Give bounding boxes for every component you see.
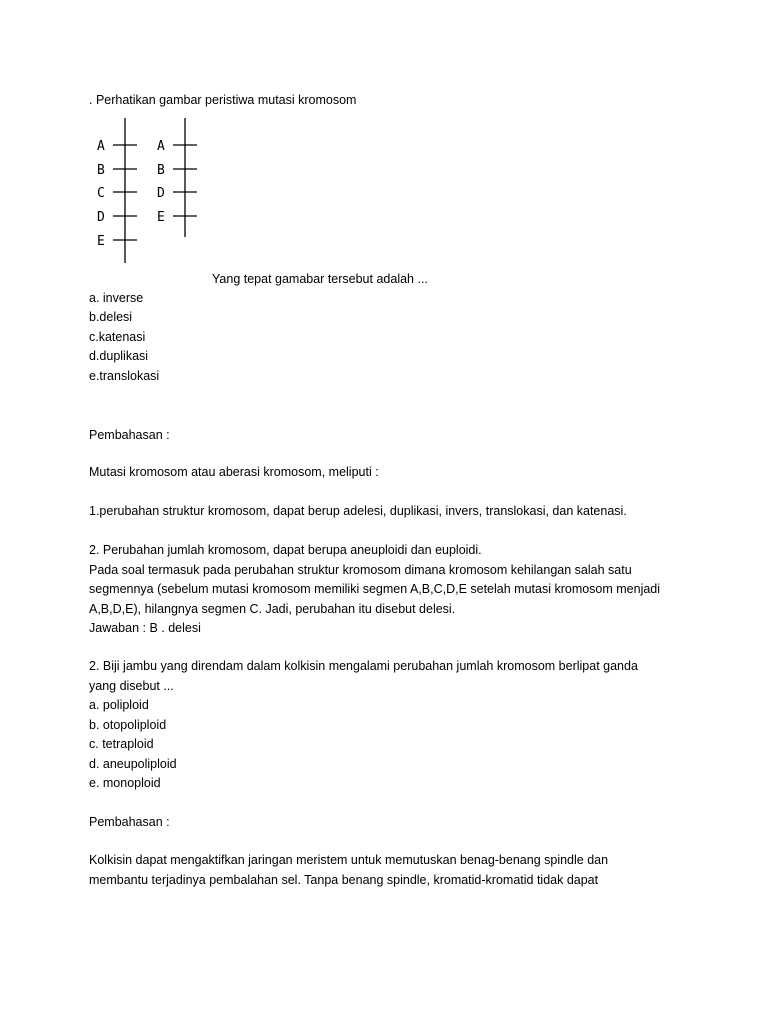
q2-option-e: e. monoploid xyxy=(89,776,161,790)
segment-label-left: D xyxy=(97,210,105,225)
chromosome-diagram-svg xyxy=(90,115,220,265)
segment-label-right: E xyxy=(157,210,165,225)
discussion-1-explanation: A,B,D,E), hilangnya segmen C. Jadi, perubahan itu disebut delesi. xyxy=(89,602,456,616)
discussion-1-intro: Mutasi kromosom atau aberasi kromosom, meliputi : xyxy=(89,465,379,479)
q2-option-a: a. poliploid xyxy=(89,698,149,712)
segment-label-left: B xyxy=(97,163,105,178)
discussion-1-explanation: Pada soal termasuk pada perubahan struktur kromosom dimana kromosom kehilangan salah satu xyxy=(89,563,632,577)
option-e: e.translokasi xyxy=(89,369,160,383)
chromosome-mutation-diagram xyxy=(90,115,220,265)
q2-option-b: b. otopoliploid xyxy=(89,718,167,732)
segment-label-right: A xyxy=(157,139,165,154)
discussion-1-heading: Pembahasan : xyxy=(89,428,170,442)
discussion-2-heading: Pembahasan : xyxy=(89,815,170,829)
option-a: a. inverse xyxy=(89,291,144,305)
question-1-prompt: Yang tepat gamabar tersebut adalah ... xyxy=(212,272,428,286)
discussion-1-answer: Jawaban : B . delesi xyxy=(89,621,201,635)
discussion-1-point-1: 1.perubahan struktur kromosom, dapat berup adelesi, duplikasi, invers, translokasi, dan katenasi. xyxy=(89,504,627,518)
discussion-2-text: Kolkisin dapat mengaktifkan jaringan meristem untuk memutuskan benag-benang spindle dan xyxy=(89,853,609,867)
segment-label-left: C xyxy=(97,186,105,201)
question-2-stem: 2. Biji jambu yang direndam dalam kolkisin mengalami perubahan jumlah kromosom berlipat ganda xyxy=(89,659,638,673)
q2-option-c: c. tetraploid xyxy=(89,737,154,751)
discussion-1-explanation: segmennya (sebelum mutasi kromosom memiliki segmen A,B,C,D,E setelah mutasi kromosom menjadi xyxy=(89,582,661,596)
segment-label-right: B xyxy=(157,163,165,178)
discussion-1-point-2: 2. Perubahan jumlah kromosom, dapat berupa aneuploidi dan euploidi. xyxy=(89,543,482,557)
segment-label-right: D xyxy=(157,186,165,201)
segment-label-left: E xyxy=(97,234,105,249)
option-b: b.delesi xyxy=(89,310,133,324)
question-2-stem: yang disebut ... xyxy=(89,679,174,693)
q2-option-d: d. aneupoliploid xyxy=(89,757,177,771)
segment-label-left: A xyxy=(97,139,105,154)
option-d: d.duplikasi xyxy=(89,349,149,363)
question-1-stem: . Perhatikan gambar peristiwa mutasi kromosom xyxy=(89,93,357,107)
discussion-2-text: membantu terjadinya pembalahan sel. Tanpa benang spindle, kromatid-kromatid tidak dapat xyxy=(89,873,599,887)
option-c: c.katenasi xyxy=(89,330,146,344)
